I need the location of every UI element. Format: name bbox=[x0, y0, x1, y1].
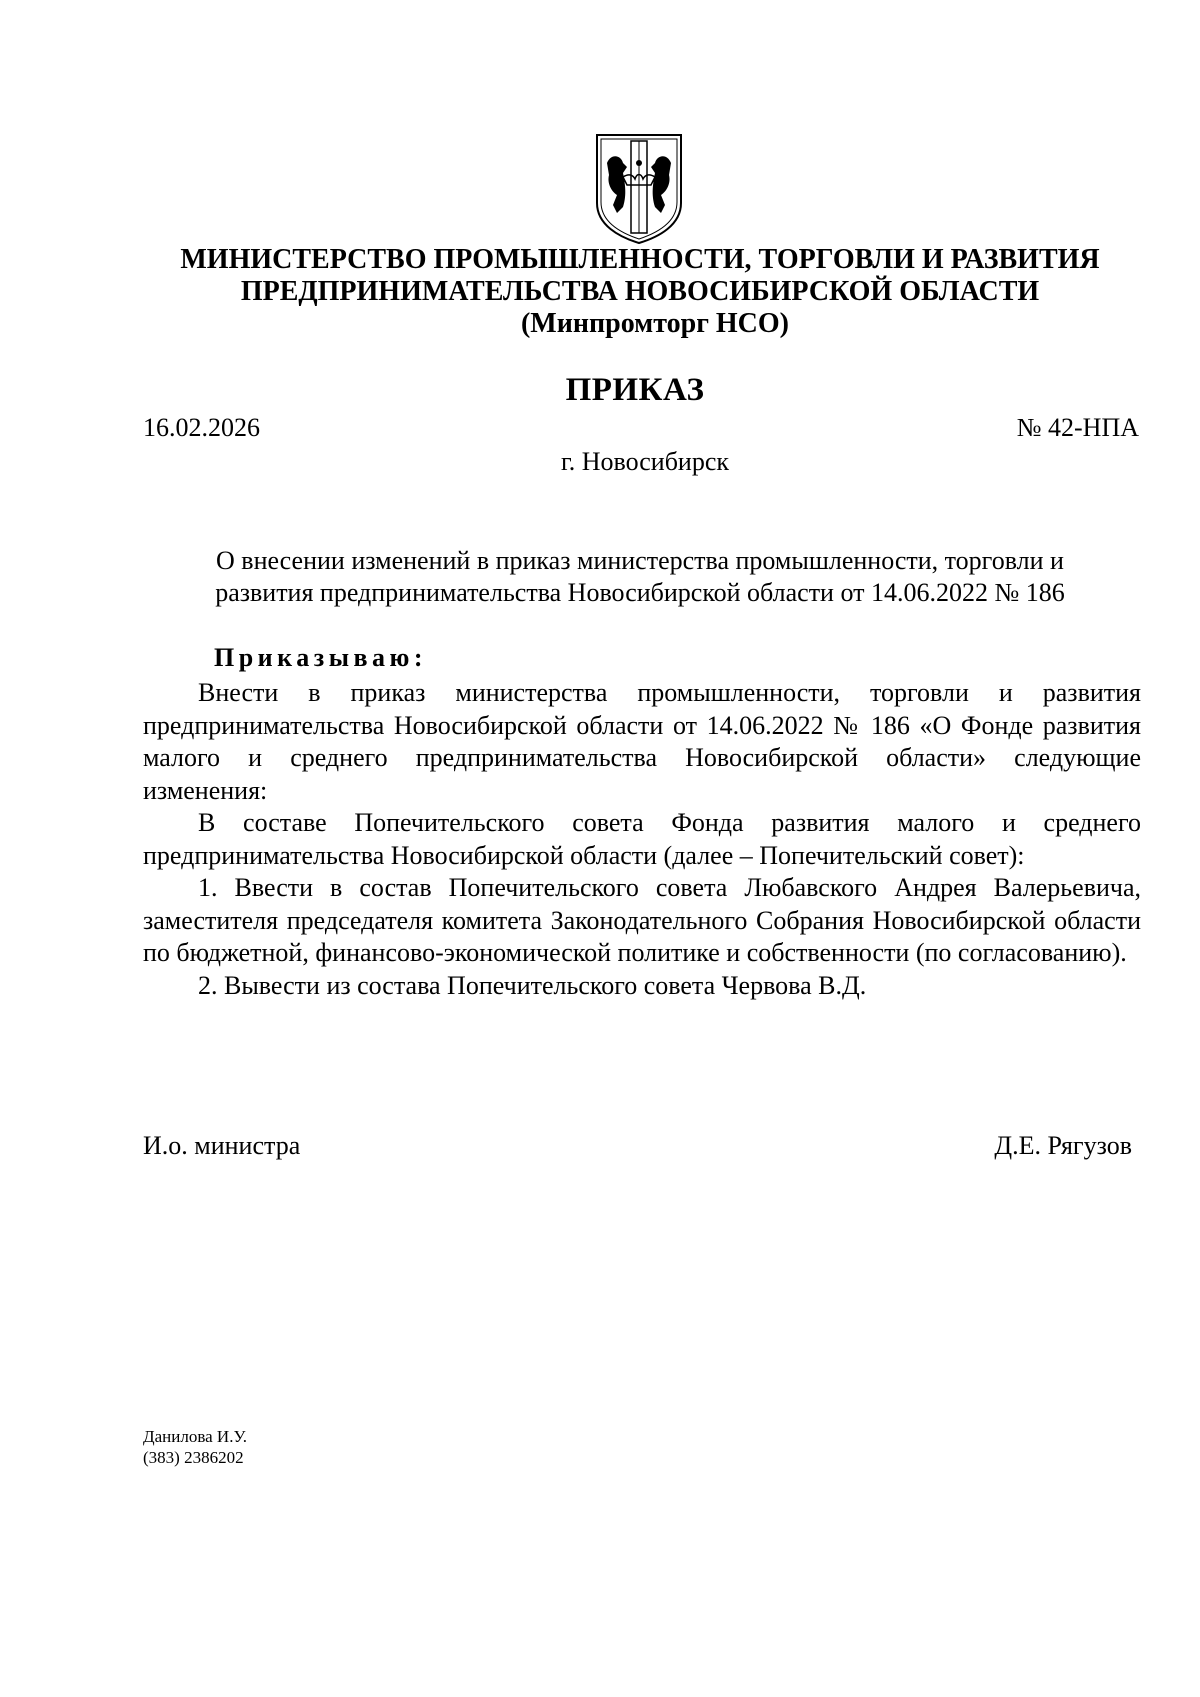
document-subject bbox=[130, 545, 1150, 609]
ministry-name-line2: ПРЕДПРИНИМАТЕЛЬСТВА НОВОСИБИРСКОЙ ОБЛАСТИ bbox=[240, 276, 1040, 307]
signer-title: И.о. министра bbox=[143, 1131, 301, 1160]
subject-line2: развития предпринимательства Новосибирской области от 14.06.2022 № 186 bbox=[215, 578, 1065, 607]
ministry-short-name: (Минпромторг НСО) bbox=[520, 308, 790, 339]
order-word: Приказываю: bbox=[214, 643, 428, 672]
executor-name: Данилова И.У. bbox=[143, 1427, 247, 1446]
body-paragraph: 1. Ввести в состав Попечительского совета Любавского Андрея Валерьевича, заместителя председателя комитета Законодательного Собрания Новосибирской области по бюджетной, финансово-экономической политике и собственности (по согласованию). bbox=[143, 873, 1141, 967]
document-city: г. Новосибирск bbox=[560, 447, 730, 476]
subject-line1: О внесении изменений в приказ министерства промышленности, торговли и bbox=[216, 546, 1064, 575]
document-number: № 42-НПА bbox=[1016, 413, 1139, 442]
document-date: 16.02.2026 bbox=[143, 413, 260, 442]
body-paragraph: 2. Вывести из состава Попечительского совета Червова В.Д. bbox=[198, 970, 867, 1000]
signer-name: Д.Е. Рягузов bbox=[994, 1131, 1132, 1160]
ministry-name-line1: МИНИСТЕРСТВО ПРОМЫШЛЕННОСТИ, ТОРГОВЛИ И РАЗВИТИЯ bbox=[180, 244, 1100, 275]
body-paragraph: В составе Попечительского совета Фонда развития малого и среднего предпринимательства Новосибирской области (далее – Попечительский совет): bbox=[143, 808, 1141, 870]
ministry-name bbox=[130, 244, 1150, 340]
executor-phone: (383) 2386202 bbox=[143, 1448, 244, 1467]
novosibirsk-coat-of-arms-icon bbox=[593, 133, 685, 245]
body-paragraph: Внести в приказ министерства промышленности, торговли и развития предпринимательства Новосибирской области от 14.06.2022 № 186 «О Фонде развития малого и среднего предпринимательства Новосибирской области» следующие изменения: bbox=[143, 678, 1141, 805]
executor-info bbox=[143, 1426, 247, 1468]
document-type: ПРИКАЗ bbox=[565, 372, 705, 408]
order-body bbox=[143, 677, 1141, 1002]
